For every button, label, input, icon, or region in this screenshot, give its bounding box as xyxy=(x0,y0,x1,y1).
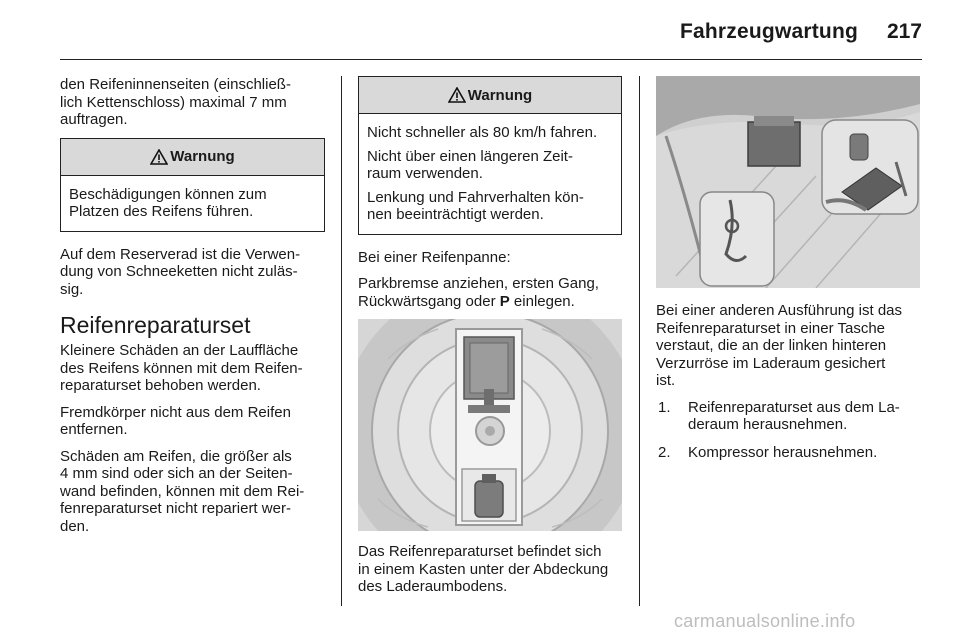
intro-paragraph xyxy=(60,76,325,129)
warning-title: Warnung xyxy=(467,86,533,104)
flat-tire-instructions xyxy=(358,275,622,310)
step-text xyxy=(688,399,900,434)
step-number: 2. xyxy=(658,443,671,461)
removal-steps-list xyxy=(656,399,922,462)
step-text xyxy=(688,444,877,462)
repair-paragraph-3 xyxy=(60,448,325,536)
text-line: deraum herausnehmen. xyxy=(688,416,848,433)
warning-header xyxy=(61,139,324,176)
text-line: einlegen. xyxy=(509,292,575,310)
flat-tire-intro: Bei einer Reifenpanne: xyxy=(358,248,511,266)
snowchain-paragraph xyxy=(60,246,325,299)
step-number: 1. xyxy=(658,398,671,416)
column-3 xyxy=(656,76,922,471)
text-line: Kompressor herausnehmen. xyxy=(688,443,878,461)
text-line: Schäden am Reifen, die größer als xyxy=(60,447,292,465)
text-line: auftragen. xyxy=(60,111,128,128)
text-line: lich Kettenschloss) maximal 7 mm xyxy=(60,93,287,111)
warning-body xyxy=(359,114,621,234)
text-line: dung von Schneeketten nicht zuläs- xyxy=(60,263,298,280)
figure-caption xyxy=(358,543,622,596)
header-divider xyxy=(60,59,922,60)
warning-header xyxy=(359,77,621,114)
repair-paragraph-2 xyxy=(60,404,325,439)
gear-p-label: P xyxy=(499,292,510,310)
column-2 xyxy=(358,76,622,605)
text-line: nen beeinträchtigt werden. xyxy=(367,206,544,223)
text-line: reparaturset behoben werden. xyxy=(60,377,261,394)
warning-triangle-icon xyxy=(448,87,466,103)
text-line: Beschädigungen können zum xyxy=(69,185,267,203)
text-line: ist. xyxy=(656,372,676,389)
warning-body xyxy=(61,176,324,231)
text-line: den. xyxy=(60,517,90,535)
list-item xyxy=(656,444,922,462)
text-line: entfernen. xyxy=(60,421,128,438)
text-line: wand befinden, können mit dem Rei- xyxy=(60,482,305,500)
text-line: Fremdkörper nicht aus dem Reifen xyxy=(60,403,291,421)
text-line: Reifenreparaturset aus dem La- xyxy=(688,398,900,416)
column-1 xyxy=(60,76,325,544)
text-line: des Reifens können mit dem Reifen- xyxy=(60,359,303,377)
section-heading: Reifenreparaturset xyxy=(60,312,251,338)
text-line: sig. xyxy=(60,280,84,298)
text-line: Reifenreparaturset in einer Tasche xyxy=(656,319,886,337)
column-divider-1 xyxy=(341,76,342,606)
text-line: Rückwärtsgang oder xyxy=(358,292,500,310)
text-line: Kleinere Schäden an der Lauffläche xyxy=(60,342,299,359)
column-divider-2 xyxy=(639,76,640,606)
warning-box-speed xyxy=(358,76,622,235)
page-number: 217 xyxy=(886,20,922,43)
text-line: fenreparaturset nicht repariert wer- xyxy=(60,500,291,517)
text-line: raum verwenden. xyxy=(367,165,483,182)
repair-paragraph-1 xyxy=(60,342,325,395)
warning-triangle-icon xyxy=(150,149,168,165)
text-line: Verzurröse im Laderaum gesichert xyxy=(656,354,886,372)
text-line: Parkbremse anziehen, ersten Gang, xyxy=(358,275,599,292)
spare-wheel-well-illustration xyxy=(358,319,622,531)
text-line: Auf dem Reserverad ist die Verwen- xyxy=(60,245,301,263)
alternative-storage-paragraph xyxy=(656,302,922,390)
warning-title: Warnung xyxy=(170,148,235,165)
text-line: 4 mm sind oder sich an der Seiten- xyxy=(60,465,293,482)
text-line: den Reifeninnenseiten (einschließ- xyxy=(60,76,291,93)
warning-box-damage xyxy=(60,138,325,232)
text-line: des Laderaumbodens. xyxy=(358,578,508,595)
text-line: Platzen des Reifens führen. xyxy=(69,203,254,220)
text-line: Das Reifenreparaturset befindet sich xyxy=(358,543,602,560)
text-line: verstaut, die an der linken hinteren xyxy=(656,337,887,354)
text-line: Bei einer anderen Ausführung ist das xyxy=(656,302,902,319)
page-header-title: Fahrzeugwartung xyxy=(680,20,859,43)
cargo-area-bag-illustration xyxy=(656,76,920,288)
text-line: Lenkung und Fahrverhalten kön- xyxy=(367,188,584,206)
text-line: Nicht über einen längeren Zeit- xyxy=(367,147,573,165)
list-item xyxy=(656,399,922,434)
watermark: carmanualsonline.info xyxy=(674,611,856,631)
text-line: in einem Kasten unter der Abdeckung xyxy=(358,560,609,578)
warning-line: Nicht schneller als 80 km/h fahren. xyxy=(367,124,598,141)
